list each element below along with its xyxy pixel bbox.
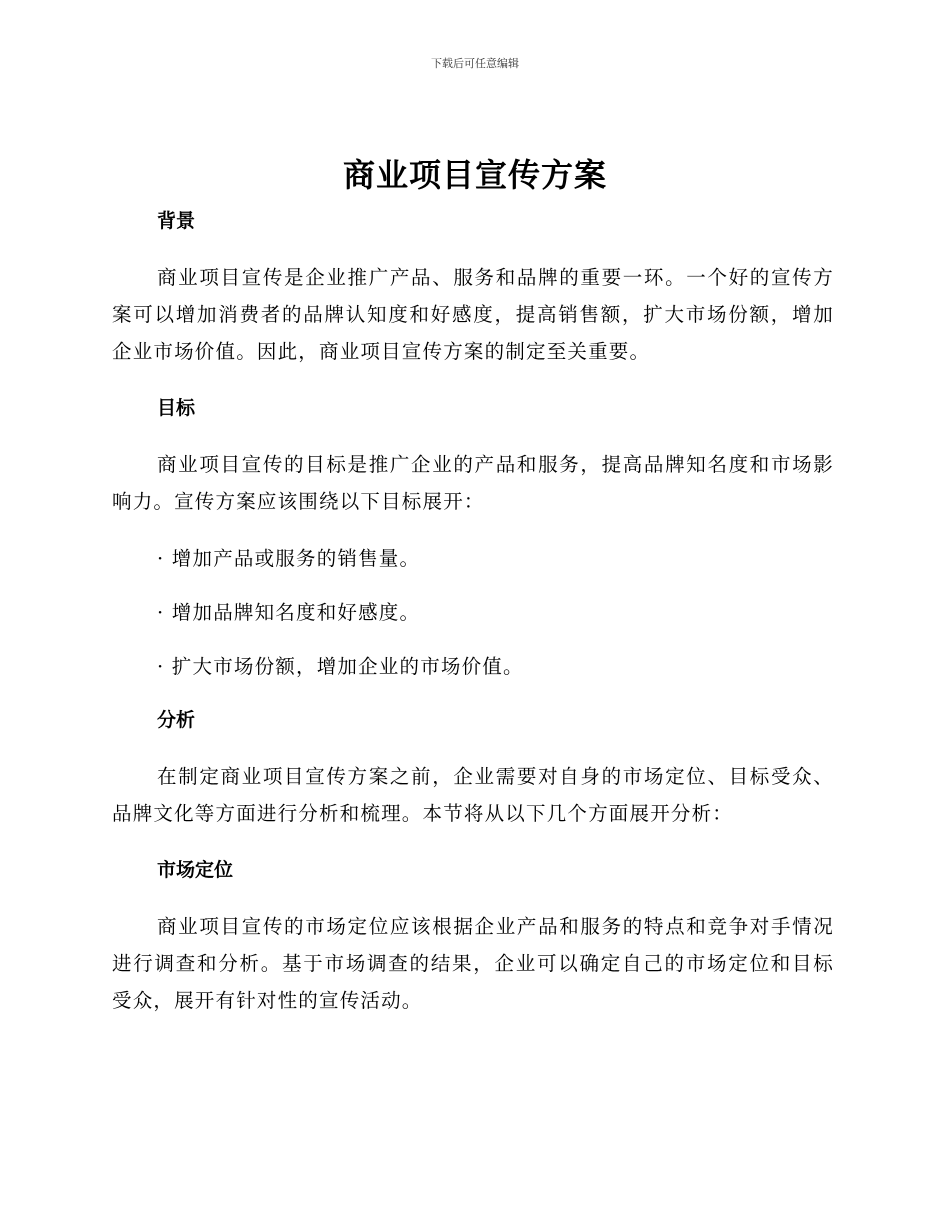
bullet-item: · 增加产品或服务的销售量。 [157, 547, 421, 570]
page-title: 商业项目宣传方案 [342, 156, 607, 194]
paragraph-goals: 商业项目宣传的目标是推广企业的产品和服务，提高品牌知名度和市场影响力。宣传方案应该围绕以下目标展开： [112, 453, 834, 513]
bullet-item: · 增加品牌知名度和好感度。 [157, 601, 421, 624]
paragraph-market-positioning: 商业项目宣传的市场定位应该根据企业产品和服务的特点和竞争对手情况进行调查和分析。基于市场调查的结果，企业可以确定自己的市场定位和目标受众，展开有针对性的宣传活动。 [112, 915, 834, 1012]
header-note: 下载后可任意编辑 [431, 57, 519, 70]
section-heading-goals: 目标 [157, 397, 196, 419]
bullet-item: · 扩大市场份额，增加企业的市场价值。 [157, 655, 524, 678]
paragraph-background: 商业项目宣传是企业推广产品、服务和品牌的重要一环。一个好的宣传方案可以增加消费者的品牌认知度和好感度，提高销售额，扩大市场份额，增加企业市场价值。因此，商业项目宣传方案的制定至关重要。 [112, 266, 834, 363]
section-heading-background: 背景 [157, 210, 196, 232]
paragraph-analysis: 在制定商业项目宣传方案之前，企业需要对自身的市场定位、目标受众、品牌文化等方面进行分析和梳理。本节将从以下几个方面展开分析： [112, 765, 834, 825]
section-heading-market-positioning: 市场定位 [157, 859, 234, 881]
document-body [112, 207, 834, 1019]
section-heading-analysis: 分析 [157, 709, 196, 731]
